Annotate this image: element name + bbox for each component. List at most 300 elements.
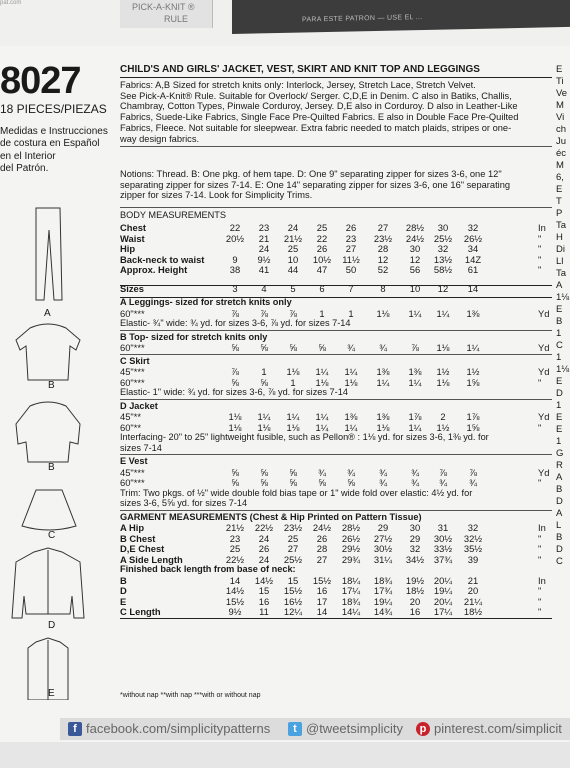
cell-value: 21 [258,232,270,244]
cell-value: 22 [316,232,328,244]
cell-value: 31 [437,522,449,533]
row-label: Approx. Height [120,264,188,275]
pinterest-icon: p [416,722,430,736]
cell-value: 26 [316,532,328,544]
fig-label-d: D [48,620,56,631]
cell-value: 1¼ [376,376,390,388]
cell-value: ⅝ [260,376,268,388]
cell-value: 3 [232,282,238,294]
cell-value: ⅞ [469,466,477,478]
row-label: E [120,595,127,607]
cell-value: 25½ [283,553,303,565]
cell-value: 47 [316,264,328,275]
cell-value: 1⅞ [466,411,480,422]
cell-value: 1 [290,376,296,388]
cell-value: 25½ [433,232,453,244]
cell-value: 1⅜ [344,411,358,422]
fragment-text: Ta [556,220,567,231]
row-label: C Length [120,606,161,617]
pieces-count: 18 PIECES/PIEZAS [0,102,107,116]
row-label: Sizes [120,282,144,294]
cell-value: 1⅛ [286,421,300,433]
fragment-text: E [556,412,563,423]
cell-value: ¾ [347,466,355,478]
cell-value: 32 [467,522,479,533]
row-label: B Chest [120,532,156,544]
cell-value: 1¼ [344,366,358,377]
cell-value: 1¼ [408,307,422,319]
cell-value: ⅞ [411,342,419,353]
rule [120,510,552,511]
cell-value: 1¼ [466,342,480,353]
unit-label: Yd [538,342,550,353]
cell-value: 25 [287,243,299,254]
section-heading: A Leggings- sized for stretch knits only [120,297,292,307]
instr-line: del Patrón. [0,162,49,174]
fragment-text: Ti [556,76,564,87]
leggings-drawing [36,208,62,300]
unit-label: " [538,243,542,254]
unit-label: In [538,574,546,586]
cell-value: 17¼ [433,606,453,617]
section-note: sizes 7-14 [120,442,162,453]
cell-value: 19¼ [433,585,453,596]
row-label: D [120,585,127,596]
cell-value: 9½ [228,606,242,617]
row-label: 60"*** [120,477,145,488]
fragment-text: E [556,184,563,195]
cell-value: 1¼ [286,411,300,422]
cell-value: 38 [229,264,241,275]
cell-value: 21¼ [463,595,483,607]
cell-value: 32½ [463,532,483,544]
cell-value: 15 [258,585,270,596]
cell-value: 12 [409,253,421,265]
next-column-fragment [556,64,570,704]
fragment-text: A [556,472,563,483]
fragment-text: D [556,544,563,555]
cell-value: ⅝ [231,376,239,388]
cell-value: 1⅛ [286,366,300,377]
cell-value: 27 [316,553,328,565]
cell-value: ⅞ [439,466,447,478]
fragment-text: Ta [556,268,567,279]
cell-value: 18¾ [341,595,361,607]
fragment-text: Vi [556,112,565,123]
cell-value: 1⅝ [466,421,480,433]
unit-label: In [538,222,546,233]
cell-value: ⅝ [260,466,268,478]
cell-value: 1 [348,307,354,319]
cell-value: 20 [467,585,479,596]
cell-value: 1⅜ [466,307,480,319]
cell-value: ⅝ [318,477,326,488]
cell-value: 28½ [405,222,425,233]
pick-a-knit-rule [120,0,213,28]
row-label: A Side Length [120,553,183,565]
fig-label-b: B [48,380,55,391]
cell-value: 20¼ [433,595,453,607]
cell-value: 20¼ [433,574,453,586]
cell-value: ⅞ [260,307,268,319]
notions-line: zipper for sizes 7-14. Look for Simplicity Trims. [120,190,313,201]
fragment-text: T [556,196,562,207]
cell-value: 23½ [373,232,393,244]
cell-value: 25 [316,222,328,233]
cell-value: 9 [232,253,238,265]
cell-value: 25 [229,543,241,554]
unit-label: Yd [538,366,550,377]
cell-value: 27½ [373,532,393,544]
fabrics-line: See Pick-A-Knit® Rule. Suitable for Overlock/ Serger. C,D,E in Denim. C also in Batiks, Challis, [120,90,512,101]
fragment-text: E [556,376,563,387]
row-label: 60"** [120,421,142,433]
cell-value: 44 [287,264,299,275]
cell-value: 19½ [405,574,425,586]
cell-value: 30½ [373,543,393,554]
fragment-text: ch [556,124,567,135]
cell-value: ⅞ [231,307,239,319]
row-label: Hip [120,243,136,254]
jacket-drawing [12,548,84,618]
cell-value: 27 [287,543,299,554]
cell-value: 1⅛ [376,421,390,433]
row-label: Waist [120,232,145,244]
cell-value: 11 [259,606,269,617]
fabrics-paragraph [120,80,518,144]
unit-label: Yd [538,307,550,319]
unit-label: " [538,253,542,265]
fig-label-c: C [48,530,56,541]
cell-value: 28 [377,243,389,254]
cell-value: ¾ [318,466,326,478]
notions-paragraph [120,169,510,201]
cell-value: ⅝ [289,466,297,478]
rule [120,618,552,619]
cell-value: ⅝ [260,477,268,488]
bottom-edge [0,742,570,768]
cell-value: 18½ [405,585,425,596]
fig-label-b2: B [48,462,55,473]
cell-value: ¾ [469,477,477,488]
cell-value: 30½ [433,532,453,544]
cell-value: 1⅛ [344,376,358,388]
fragment-text: E [556,64,563,75]
fragment-text: 1 [556,352,562,363]
cell-value: 29 [377,522,389,533]
cell-value: 1⅛ [436,376,450,388]
cell-value: 19¼ [373,595,393,607]
cell-value: 10 [409,282,421,294]
fragment-text: 1⅛ [556,292,570,303]
rule [120,146,552,147]
cell-value: 23 [258,222,270,233]
cell-value: 21½ [225,522,245,533]
cell-value: 1¼ [315,366,329,377]
garment-heading: GARMENT MEASUREMENTS (Chest & Hip Printed on Pattern Tissue) [120,511,422,522]
unit-label: Yd [538,411,550,422]
cell-value: 16½ [283,595,303,607]
cell-value: 30 [437,222,449,233]
row-label: B [120,574,127,586]
row-label: Back-neck to waist [120,253,205,265]
cell-value: 32 [437,243,449,254]
unit-label: " [538,421,542,433]
fragment-text: M [556,100,564,111]
rule [120,454,552,455]
fragment-text: D [556,388,563,399]
cell-value: 17 [316,595,328,607]
cell-value: 1¼ [315,421,329,433]
fragment-text: D [556,496,563,507]
cell-value: 26 [316,243,328,254]
cell-value: 5 [290,282,296,294]
cell-value: 1⅛ [436,342,450,353]
top-drawing [16,324,80,380]
unit-label: In [538,522,546,533]
cell-value: 23 [345,232,357,244]
fragment-text: B [556,484,563,495]
cell-value: 35½ [463,543,483,554]
cell-value: 1⅛ [228,411,242,422]
row-label: 45"** [120,411,142,422]
cell-value: ⅝ [231,477,239,488]
cell-value: 24 [287,222,299,233]
cell-value: 23½ [283,522,303,533]
cell-value: 1⅛ [228,421,242,433]
fragment-text: B [556,316,563,327]
cell-value: ¾ [347,342,355,353]
facebook-icon: f [68,722,82,736]
cell-value: 1¼ [408,376,422,388]
fig-label-e: E [48,688,55,699]
row-label: 60"*** [120,307,145,319]
unit-label: " [538,585,542,596]
cell-value: 7 [348,282,354,294]
rule [120,207,552,208]
cell-value: 23 [229,532,241,544]
cell-value: 28½ [341,522,361,533]
fragment-text: éc [556,148,567,159]
cell-value: 18¾ [373,574,393,586]
cell-value: 24 [258,553,270,565]
instr-line: Medidas e Instrucciones [0,126,108,137]
cell-value: 1¼ [315,411,329,422]
dark-banner-text: PARA ESTE PATRON — USE EL ... [302,14,423,24]
fragment-text: E [556,424,563,435]
fragment-text: Ve [556,88,568,99]
section-note: Elastic- 1" wide: ¾ yd. for sizes 3-6, ⅞ yd. for sizes 7-14 [120,387,348,397]
unit-label: " [538,553,542,565]
cell-value: 29 [409,532,421,544]
cell-value: 15½ [283,585,303,596]
cell-value: 13½ [433,253,453,265]
cell-value: 11½ [342,253,360,265]
cell-value: 9½ [257,253,271,265]
cell-value: 1½ [436,421,450,433]
cell-value: 14½ [225,585,245,596]
cell-value: 14Z [464,253,482,265]
cell-value: 16 [409,606,421,617]
fragment-text: E [556,304,563,315]
cell-value: ¾ [379,342,387,353]
section-note: Interfacing- 20" to 25" lightweight fusible, such as Pellon® : 1⅛ yd. for sizes 3-6, 1⅜ yd. for [120,432,489,442]
fragment-text: G [556,448,564,459]
cell-value: 26 [258,543,270,554]
cell-value: 20½ [225,232,245,244]
top-long-sleeve-drawing [16,402,80,462]
unit-label: " [538,477,542,488]
cell-value: 32 [409,543,421,554]
fabrics-line: Fabrics, Fleece. Not suitable for sleepwear. Extra fabric needed to match plaids, stripes or one- [120,122,512,133]
cell-value: 50 [345,264,357,275]
fragment-text: B [556,532,563,543]
cell-value: 1⅝ [466,376,480,388]
fragment-text: H [556,232,563,243]
cell-value: ⅝ [318,342,326,353]
cell-value: 20 [409,595,421,607]
instr-line: en el Interior [0,150,56,162]
cell-value: 22 [229,222,241,233]
cell-value: 22½ [225,553,245,565]
cell-value: 6 [319,282,325,294]
cell-value: 17¼ [341,585,361,596]
unit-label: " [538,606,542,617]
cell-value: 8 [380,282,386,294]
cell-value: 26 [345,222,357,233]
facebook-link[interactable]: facebook.com/simplicitypatterns [86,721,271,736]
cell-value: 41 [258,264,270,275]
cell-value: 30 [409,243,421,254]
cell-value: 15½ [225,595,245,607]
cell-value: ⅝ [231,342,239,353]
cell-value: 22½ [254,522,274,533]
cell-value: 14½ [254,574,274,586]
cell-value: 26½ [341,532,361,544]
unit-label: " [538,264,542,275]
unit-label: " [538,232,542,244]
cell-value: ¾ [411,466,419,478]
fragment-text: 1⅛ [556,364,570,375]
skirt-drawing [22,490,76,530]
cell-value: 1⅜ [376,411,390,422]
cell-value: ⅝ [260,342,268,353]
cell-value: 31¼ [373,553,393,565]
row-label: 60"*** [120,376,145,388]
cell-value: 1½ [436,366,450,377]
cell-value: 14 [229,574,241,586]
cell-value: 29¾ [341,553,361,565]
cell-value: ¾ [439,477,447,488]
cell-value: 29½ [341,543,361,554]
pinterest-link[interactable]: pinterest.com/simplicit [434,721,562,736]
cell-value: 17¾ [373,585,393,596]
cell-value: 1¼ [436,307,450,319]
rule [120,330,552,331]
fragment-text: Di [556,244,565,255]
id-mark: pat.com [0,0,22,6]
notions-line: separating zipper for sizes 7-14. E: One 14" separating zipper for sizes 3-6, one 16" separating [120,179,511,190]
fragment-text: 1 [556,400,562,411]
cell-value: 21 [467,574,479,586]
rule [120,297,552,298]
cell-value: 1⅜ [408,366,422,377]
row-label: D,E Chest [120,543,165,554]
fragment-text: 1 [556,436,562,447]
instr-line: de costura en Español [0,138,100,150]
cell-value: 39 [467,553,479,565]
cell-value: 14¼ [341,606,361,617]
pick-line2: RULE [164,14,189,24]
cell-value: 14 [316,606,328,617]
fragment-text: A [556,280,563,291]
row-label: 45"*** [120,466,145,478]
cell-value: ⅞ [231,366,239,377]
cell-value: 12 [377,253,389,265]
row-label: Chest [120,222,147,233]
title-rule [120,77,552,78]
cell-value: 1⅜ [376,366,390,377]
cell-value: 24½ [405,232,425,244]
unit-label: Yd [538,466,550,478]
unit-label: " [538,376,542,388]
unit-label: " [538,532,542,544]
unit-label: " [538,543,542,554]
cell-value: 1½ [466,366,480,377]
cell-value: 12¼ [283,606,303,617]
rule [120,354,552,355]
cell-value: 10 [287,253,299,265]
cell-value: 34 [467,243,479,254]
cell-value: ⅞ [289,307,297,319]
twitter-icon: t [288,722,302,736]
notions-line: Notions: Thread. B: One pkg. of hem tape. D: One 9" separating zipper for sizes 3-6, one 12" [120,169,502,179]
cell-value: 58½ [433,264,453,275]
cell-value: 24½ [312,522,332,533]
cell-value: 26½ [463,232,483,244]
social-bar [60,718,570,740]
cell-value: 2 [440,411,446,422]
cell-value: 18¼ [341,574,361,586]
cell-value: 1⅛ [257,421,271,433]
fragment-text: L [556,520,562,531]
cell-value: ⅝ [347,477,355,488]
cell-value: 25 [287,532,299,544]
twitter-link[interactable]: @tweetsimplicity [306,721,403,736]
cell-value: 15 [287,574,299,586]
cell-value: 33½ [433,543,453,554]
cell-value: 56 [409,264,421,275]
section-heading: E Vest [120,456,148,466]
garment-drawings [0,200,110,700]
cell-value: 24 [258,532,270,544]
rule [120,285,552,286]
cell-value: ⅝ [289,477,297,488]
cell-value: ⅝ [289,342,297,353]
cell-value: 24 [258,243,270,254]
cell-value: ¾ [379,477,387,488]
section-note: Trim: Two pkgs. of ½" wide double fold bias tape or 1" wide fold over elastic: 4½ yd. for [120,487,473,498]
nap-footnote: *without nap **with nap ***with or without nap [120,692,261,699]
row-label: 60"*** [120,342,145,353]
cell-value: 12 [437,282,449,294]
cell-value: 37¾ [433,553,453,565]
cell-value: ¾ [379,466,387,478]
pattern-number: 8027 [0,60,81,102]
fragment-text: R [556,460,563,471]
row-label: 45"*** [120,366,145,377]
cell-value: 30 [409,522,421,533]
